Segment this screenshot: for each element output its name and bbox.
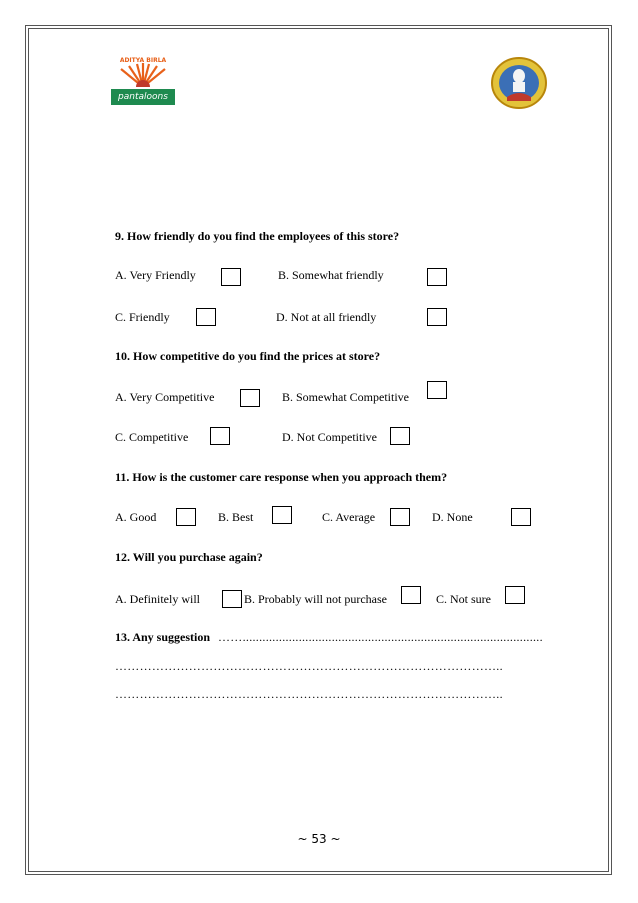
q11-option-c-label: C. Average (322, 510, 376, 524)
q11-option-d-label: D. None (432, 510, 473, 524)
logo-brand-text: ADITYA BIRLA (119, 57, 167, 64)
logo-band-text: pantaloons (111, 89, 175, 105)
q13-answer-line-2[interactable]: ………………………………………………………………………………….. (115, 659, 503, 673)
q9-option-a-checkbox[interactable] (221, 268, 241, 286)
q9-option-d-checkbox[interactable] (427, 308, 447, 326)
q9-option-b-checkbox[interactable] (427, 268, 447, 286)
q9-option-b-label: B. Somewhat friendly (278, 268, 384, 282)
q12-option-a-label: A. Definitely will (115, 592, 200, 606)
question-10: 10. How competitive do you find the prices at store? (115, 349, 381, 363)
university-emblem-icon (490, 57, 548, 109)
q11-option-d-checkbox[interactable] (511, 508, 531, 526)
question-11: 11. How is the customer care response when you approach them? (115, 470, 448, 484)
question-12: 12. Will you purchase again? (115, 550, 263, 564)
q13-answer-line-1[interactable]: ……........................................................................................... (218, 630, 543, 644)
q9-option-c-label: C. Friendly (115, 310, 170, 324)
question-9: 9. How friendly do you find the employees of this store? (115, 229, 400, 243)
aditya-birla-pantaloons-logo (111, 57, 175, 105)
q12-option-a-checkbox[interactable] (222, 590, 242, 608)
page-inner-border (28, 28, 609, 872)
q10-option-b-label: B. Somewhat Competitive (282, 390, 409, 404)
q12-option-c-label: C. Not sure (436, 592, 491, 606)
q10-option-c-label: C. Competitive (115, 430, 189, 444)
q9-option-c-checkbox[interactable] (196, 308, 216, 326)
q10-option-d-checkbox[interactable] (390, 427, 410, 445)
q10-option-a-checkbox[interactable] (240, 389, 260, 407)
q13-answer-line-3[interactable]: ………………………………………………………………………………….. (115, 687, 503, 701)
q10-option-b-checkbox[interactable] (427, 381, 447, 399)
q12-option-c-checkbox[interactable] (505, 586, 525, 604)
q11-option-c-checkbox[interactable] (390, 508, 410, 526)
q11-option-b-checkbox[interactable] (272, 506, 292, 524)
q9-option-a-label: A. Very Friendly (115, 268, 196, 282)
q11-option-a-label: A. Good (115, 510, 157, 524)
q10-option-c-checkbox[interactable] (210, 427, 230, 445)
q11-option-b-label: B. Best (218, 510, 254, 524)
page-number: ~ 53 ~ (297, 832, 341, 846)
q10-option-a-label: A. Very Competitive (115, 390, 215, 404)
q9-option-d-label: D. Not at all friendly (276, 310, 377, 324)
q12-option-b-label: B. Probably will not purchase (244, 592, 387, 606)
q11-option-a-checkbox[interactable] (176, 508, 196, 526)
question-13: 13. Any suggestion (115, 630, 211, 644)
q12-option-b-checkbox[interactable] (401, 586, 421, 604)
q10-option-d-label: D. Not Competitive (282, 430, 377, 444)
